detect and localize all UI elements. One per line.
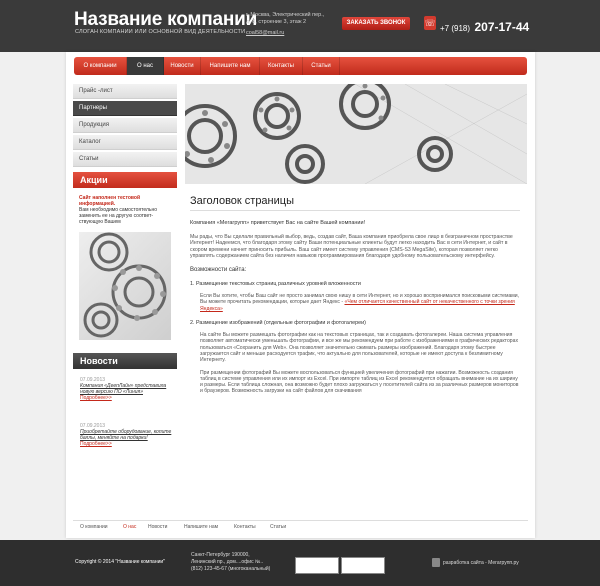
footer-nav-write-us[interactable]: Напишите нам [184,524,219,530]
main-nav [74,57,527,75]
footer-nav-contacts[interactable]: Контакты [234,524,256,530]
feature-item-title: 2. Размещение изображений (отдельные фотографии и фотогалереи) [190,320,366,327]
features-heading: Возможности сайта: [190,267,247,274]
footer-nav-articles[interactable]: Статьи [270,524,287,530]
promo-title: Акции [73,172,177,188]
footer-nav-about-company[interactable]: О компании [80,524,108,530]
email-link[interactable]: coal58@mail.ru [246,30,285,36]
feature-item-body [200,293,520,312]
feature-item-body: При размещении фотографий Вы можете воспользоваться функцией увеличения фотографий при нажатии. Возможность создания таблиц в системе управления или их импорт из Excel. При импорте таблиц из Excel рекомендуется обращать внимание на их ширину и размеры. Если таблица сложная, она возможно будет плохо загружаться у посетителей сайта из за различных размеров мониторов и браузеров. Возможность загрузки на сайт файлов для скачивания [200,369,519,395]
phone-number [440,18,529,36]
promo-red-text: Сайт наполнен тестовой информацией. [79,195,141,207]
address-line: г. Москва, Электрический пер., [246,12,325,18]
nav-item-about-company[interactable]: О компании [74,57,127,75]
news-more-link[interactable]: Подробнее>> [80,441,112,447]
footer-nav-about-us[interactable]: О нас [123,524,137,530]
phone-icon: ☏ [424,18,436,28]
address-block [246,12,324,37]
sidebar-item-partners[interactable]: Партнеры [73,101,177,116]
page-title: Заголовок страницы [190,195,520,211]
counter-badge[interactable] [295,557,339,574]
feature-item-title: 1. Размещение текстовых страниц различных уровней вложенности [190,281,361,288]
phone-digits: 207-17-44 [474,20,530,34]
news-title: Новости [73,353,177,369]
footer-address-line: (812) 123-45-67 (многоканальный) [191,566,271,572]
sidebar-item-price[interactable]: Прайс -лист [73,84,177,99]
nav-item-about-us[interactable]: О нас [127,57,164,75]
copyright: Copyright © 2014 "Название компании" [75,559,165,565]
promo-body: Вам необходимо самостоятельно заменить ее на другую соответ-ствующую Вашем [79,207,158,225]
feature-body-text: Если Вы хотите, чтобы Ваш сайт не просто занимал свою нишу в сети Интернет, но и хорошо воспринимался поисковыми системами, Вы можете прочитать рекомендации, которые дает Яндекс - [200,293,520,306]
paragraph: Мы рады, что Вы сделали правильный выбор, ведь, создав сайт, Ваша компания приобрела свое лицо в безграничном пространстве Интернет! Надеемся, что благодаря этому сайту Ваши потенциальные клиенты будут легко находить Вас в сети Интернет, и сайт в скором времени начнет приносить прибыль. Ваш сайт имеет систему управления (CMS-S3 MegaSite), которая позволяет легко управлять содержанием сайта без наличия навыков программирования благодаря удобному пользовательскому интерфейсу. [190,234,513,259]
nav-item-write-us[interactable]: Напишите нам [201,57,260,75]
news-link[interactable]: Компания «ДеепЛайн» представила новую версию ПО «Линия» [80,383,167,395]
news-more-link[interactable]: Подробнее>> [80,395,112,401]
developer-link[interactable]: разработка сайта - Мегагрупп.ру [443,560,519,566]
site-header [0,0,600,52]
developer-icon [432,558,440,567]
footer-address-line: Ленинский пр., дом....офис №.. [191,559,264,565]
footer-address-line: Санкт-Петербург 190000, [191,552,250,558]
promo-text [79,195,171,225]
yandex-link[interactable]: «Чем отличается качественный сайт от некачественного с точки зрения Яндекса» [200,299,515,312]
main-content [190,195,520,395]
phone-code: +7 (918) [440,24,471,33]
hero-image [185,84,527,184]
sidebar-menu [73,84,177,169]
news-date: 07.09.2013 [80,377,106,383]
order-call-button[interactable]: ЗАКАЗАТЬ ЗВОНОК [342,17,410,30]
news-link[interactable]: Приобретайте оборудование, копите баллы, меняйте на подарки! [80,429,172,441]
sidebar-item-catalog[interactable]: Каталог [73,135,177,150]
sidebar-item-products[interactable]: Продукция [73,118,177,133]
company-name[interactable]: Название компании [74,9,258,30]
news-item [80,377,175,401]
intro-text: Компания «Мегагрупп» приветствует Вас на сайте Вашей компании! [190,220,366,226]
company-slogan: СЛОГАН КОМПАНИИ ИЛИ ОСНОВНОЙ ВИД ДЕЯТЕЛЬНОСТИ [75,29,246,35]
news-date: 07.09.2013 [80,423,106,429]
nav-item-contacts[interactable]: Контакты [260,57,303,75]
nav-item-news[interactable]: Новости [164,57,201,75]
footer-address [191,552,270,573]
counter-badge[interactable] [341,557,385,574]
footer-nav [73,520,528,532]
feature-item-body: На сайте Вы можете размещать фотографии как на текстовых страницах, так и создавать фотогалереи. Наша система управления позволяет автоматически уменьшать фотографии, и все же мы рекомендуем при работе с изображениями в графических редакторах пользоваться «Сохранить для Web». Она позволяет значительно сжимать размеры изображений. Благодаря этому быстрее загружается сайт и меньше расходуется трафик, что актуально для пользователей, которые не имеют доступа к безлимитному Интернету. [200,332,518,364]
news-item [80,423,175,447]
site-footer [0,540,600,586]
address-line: д. 8, строение 3, этаж 2 [246,19,307,25]
footer-nav-news[interactable]: Новости [148,524,168,530]
sidebar-item-articles[interactable]: Статьи [73,152,177,167]
promo-image [79,232,171,340]
nav-item-articles[interactable]: Статьи [303,57,340,75]
